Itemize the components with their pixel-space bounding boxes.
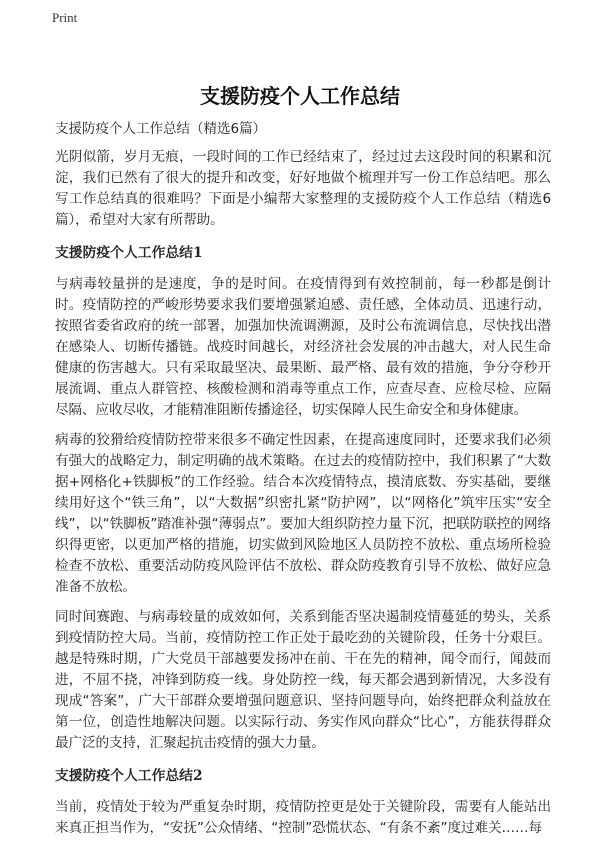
section-paragraph: 病毒的狡猾给疫情防控带来很多不确定性因素，在提高速度同时，还要求我们必须有强大的战略定力，制定明确的战术策略。在过去的疫情防控中，我们积累了“大数据+网格化+铁脚板”的工作经验。结合本次疫情特点，摸清底数、夯实基础，要继续用好这个“铁三角”，以“大数据”织密扎紧“防护网”，以“网格化”筑牢压实“安全线”，以“铁脚板”踏准补强“薄弱点”。要加大组织防控力量下沉，把联防联控的网络织得更密，以更加严格的措施，切实做到风险地区人员防控不放松、重点场所检验检查不放松、重要活动防疫风险评估不放松、群众防疫教育引导不放松、做好应急准备不放松。 bbox=[55, 432, 551, 595]
section-paragraph: 当前，疫情处于较为严重复杂时期，疫情防控更是处于关键阶段，需要有人能站出来真正担当作为，“安抚”公众情绪、“控制”恐慌状态、“有条不紊”度过难关……每 bbox=[55, 799, 551, 836]
section-heading: 支援防疫个人工作总结2 bbox=[55, 768, 203, 784]
section-paragraph: 同时间赛跑、与病毒较量的成效如何，关系到能否坚决遏制疫情蔓延的势头，关系到疫情防控大局。当前，疫情防控工作正处于最吃劲的关键阶段，任务十分艰巨。越是特殊时期，广大党员干部越要发扬冲在前、干在先的精神，闻令而行，闻鼓而进，不屈不挠，冲锋到防疫一线。身处防控一线，每天都会遇到新情况，大多没有现成“答案”，广大干部群众要增强问题意识、坚持问题导向，始终把群众利益放在第一位，创造性地解决问题。以实际行动、务实作风向群众“比心”，方能获得群众最广泛的支持，汇聚起抗击疫情的强大力量。 bbox=[55, 609, 551, 751]
print-link[interactable]: Print bbox=[52, 10, 78, 25]
section-paragraph: 与病毒较量拼的是速度，争的是时间。在疫情得到有效控制前，每一秒都是倒计时。疫情防控的严峻形势要求我们要增强紧迫感、责任感，全体动员、迅速行动，按照省委省政府的统一部署，加强加快流调溯源，及时公布流调信息，尽快找出潜在感染人、切断传播链。战疫时间越长，对经济社会发展的冲击越大，对人民生命健康的伤害越大。只有采取最坚决、最果断、最严格、最有效的措施，争分夺秒开展流调、重点人群管控、核酸检测和消毒等重点工作，应查尽查、应检尽检、应隔尽隔、应收尽收，才能精准阻断传播途径，切实保障人民生命安全和身体健康。 bbox=[55, 276, 551, 418]
page-title: 支援防疫个人工作总结 bbox=[200, 84, 400, 108]
document-body bbox=[55, 119, 551, 848]
section-heading: 支援防疫个人工作总结1 bbox=[55, 245, 203, 261]
document-subtitle: 支援防疫个人工作总结（精选6篇） bbox=[55, 121, 267, 137]
intro-paragraph: 光阴似箭，岁月无痕，一段时间的工作已经结束了，经过过去这段时间的积累和沉淀，我们已然有了很大的提升和改变，好好地做个梳理并写一份工作总结吧。那么写工作总结真的很难吗？下面是小编帮大家整理的支援防疫个人工作总结（精选6篇），希望对大家有所帮助。 bbox=[55, 149, 551, 228]
